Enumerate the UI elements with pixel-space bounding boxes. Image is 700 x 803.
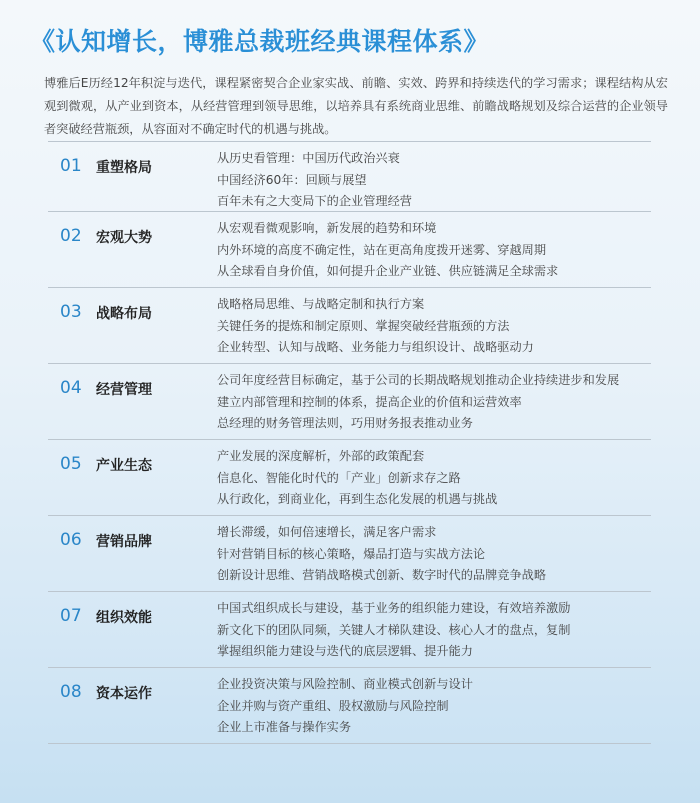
module-topic: 从宏观看微观影响，新发展的趋势和环境 [217,221,437,235]
module-topic: 企业上市准备与操作实务 [217,720,352,734]
module-topic: 从行政化，到商业化，再到生态化发展的机遇与挑战 [217,492,498,506]
module-topic: 关键任务的提炼和制定原则、掌握突破经营瓶颈的方法 [217,318,510,333]
module-number: 07 [60,606,82,626]
course-module [48,142,651,212]
module-name: 组织效能 [96,610,152,626]
course-module [48,288,651,364]
course-module [48,516,651,592]
module-number: 01 [60,156,82,176]
module-topics [217,294,653,359]
module-name: 重塑格局 [96,160,152,176]
module-topic: 企业转型、认知与战略、业务能力与组织设计、战略驱动力 [217,340,534,354]
module-topic: 从历史看管理：中国历代政治兴衰 [217,151,400,165]
course-module [48,440,651,516]
module-topic: 中国式组织成长与建设，基于业务的组织能力建设，有效培养激励 [217,601,571,615]
module-topic: 从全球看自身价值，如何提升企业产业链、供应链满足全球需求 [217,264,559,278]
course-module [48,212,651,288]
course-module [48,592,651,668]
module-topic: 中国经济60年：回顾与展望 [217,172,367,187]
module-topic: 公司年度经营目标确定，基于公司的长期战略规划推动企业持续进步和发展 [217,373,620,387]
module-topics [217,148,653,213]
course-module-list [48,141,651,744]
module-name: 经营管理 [96,382,152,398]
module-topic: 创新设计思维、营销战略模式创新、数字时代的品牌竞争战略 [217,568,547,582]
module-topic: 产业发展的深度解析，外部的政策配套 [217,449,425,463]
module-number: 05 [60,454,82,474]
module-topics [217,370,653,435]
module-number: 04 [60,378,82,398]
module-topic: 内外环境的高度不确定性，站在更高角度拨开迷雾、穿越周期 [217,242,547,257]
course-module [48,364,651,440]
module-topic: 企业并购与资产重组、股权激励与风险控制 [217,698,449,713]
module-topics [217,674,653,739]
module-topics [217,598,653,663]
module-topic: 增长滞缓，如何倍速增长，满足客户需求 [217,525,437,539]
module-number: 06 [60,530,82,550]
module-topic: 百年未有之大变局下的企业管理经营 [217,194,412,208]
page-title: 《认知增长，博雅总裁班经典课程体系》 [30,27,490,56]
module-name: 营销品牌 [96,534,152,550]
module-number: 08 [60,682,82,702]
intro-paragraph: 博雅后E历经12年积淀与迭代，课程紧密契合企业家实战、前瞻、实效、跨界和持续迭代的学习需求；课程结构从宏观到微观，从产业到资本，从经营管理到领导思维，以培养具有系统商业思维、前瞻战略规划及综合运营的企业领导者突破经营瓶颈，从容面对不确定时代的机遇与挑战。 [44,76,668,136]
module-topics [217,522,653,587]
module-name: 资本运作 [96,686,152,702]
module-topic: 新文化下的团队同频，关键人才梯队建设、核心人才的盘点，复制 [217,622,571,637]
module-name: 宏观大势 [96,230,152,246]
module-number: 03 [60,302,82,322]
module-topic: 企业投资决策与风险控制、商业模式创新与设计 [217,677,473,691]
module-topic: 掌握组织能力建设与迭代的底层逻辑、提升能力 [217,644,473,658]
module-topics [217,218,653,283]
module-topics [217,446,653,511]
module-topic: 总经理的财务管理法则，巧用财务报表推动业务 [217,416,473,430]
module-topic: 建立内部管理和控制的体系，提高企业的价值和运营效率 [217,394,522,409]
module-name: 产业生态 [96,458,152,474]
course-module [48,668,651,744]
module-topic: 信息化、智能化时代的「产业」创新求存之路 [217,470,461,485]
module-topic: 战略格局思维、与战略定制和执行方案 [217,297,425,311]
module-number: 02 [60,226,82,246]
module-name: 战略布局 [96,306,152,322]
module-topic: 针对营销目标的核心策略，爆品打造与实战方法论 [217,546,486,561]
